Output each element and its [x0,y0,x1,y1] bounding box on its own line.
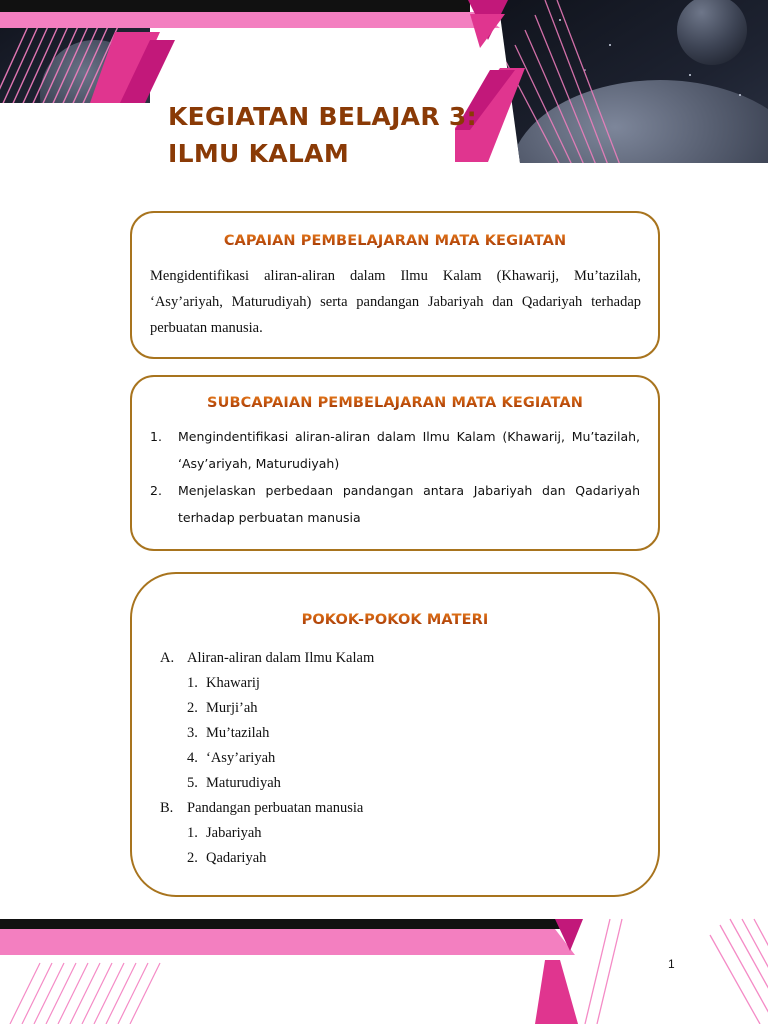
subcapaian-list [150,423,640,531]
item-text: Maturudiyah [206,775,281,791]
section-label: A. [160,650,175,666]
list-item [160,721,658,746]
list-item [160,846,658,871]
list-item [160,771,658,796]
item-number: 1. [187,825,198,841]
page-number: 1 [668,957,675,971]
capaian-heading: CAPAIAN PEMBELAJARAN MATA KEGIATAN [132,233,658,249]
list-item [160,821,658,846]
list-item-number: 2. [150,483,162,498]
title-line-1: KEGIATAN BELAJAR 3: [168,102,477,131]
item-number: 3. [187,725,198,741]
item-text: ‘Asy’ariyah [206,750,276,766]
section-title: Pandangan perbuatan manusia [187,800,364,816]
list-item [160,746,658,771]
subcapaian-box [130,375,660,551]
list-item [150,477,640,531]
item-number: 4. [187,750,198,766]
item-text: Qadariyah [206,850,267,866]
section-title: Aliran-aliran dalam Ilmu Kalam [187,650,375,666]
list-item [160,671,658,696]
section-label: B. [160,800,174,816]
item-text: Jabariyah [206,825,262,841]
subcapaian-heading: SUBCAPAIAN PEMBELAJARAN MATA KEGIATAN [132,395,658,411]
item-number: 1. [187,675,198,691]
capaian-text: Mengidentifikasi aliran-aliran dalam Ilmu Kalam (Khawarij, Mu’tazilah, ‘Asy’ariyah, Maturudiyah) serta pandangan Jabariyah dan Qadariyah terhadap perbuatan manusia. [150,268,641,336]
item-number: 2. [187,700,198,716]
pokok-heading: POKOK-POKOK MATERI [132,612,658,628]
list-item-number: 1. [150,429,162,444]
item-number: 5. [187,775,198,791]
section-b [160,796,658,821]
list-item [160,696,658,721]
pokok-materi-box [130,572,660,897]
title-line-2: ILMU KALAM [168,139,349,168]
page-title [168,98,477,172]
list-item [150,423,640,477]
capaian-box [130,211,660,359]
item-text: Khawarij [206,675,260,691]
item-text: Murji’ah [206,700,258,716]
item-number: 2. [187,850,198,866]
list-item-text: Menjelaskan perbedaan pandangan antara Jabariyah dan Qadariyah terhadap perbuatan manusia [178,483,640,525]
footer-banner-art [0,905,768,1024]
list-item-text: Mengindentifikasi aliran-aliran dalam Ilmu Kalam (Khawarij, Mu’tazilah, ‘Asy’ariyah, Maturudiyah) [178,429,640,471]
section-a [160,646,658,671]
item-text: Mu’tazilah [206,725,270,741]
materi-outline [160,646,658,871]
